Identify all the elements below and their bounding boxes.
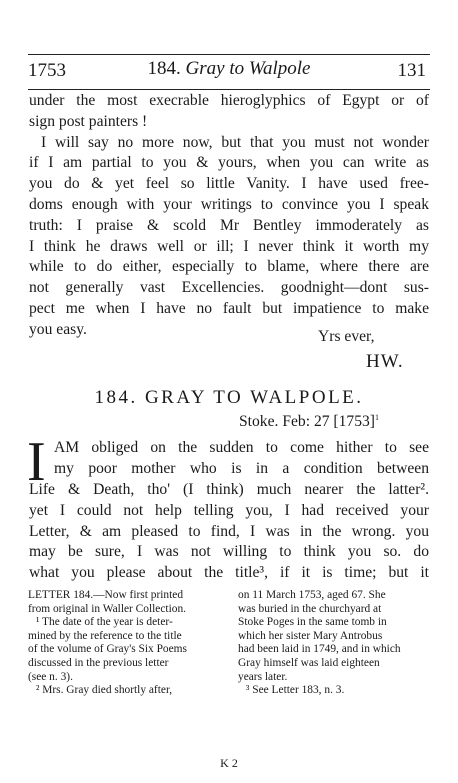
footnote-line: on 11 March 1753, aged 67. She: [238, 589, 386, 601]
text-line: if I am partial to you & yours, when you can write as: [29, 154, 429, 172]
header-year: 1753: [28, 60, 66, 81]
footnote-line: discussed in the previous letter: [28, 656, 169, 669]
text-line: I will say no more now, but that you must not wonder: [41, 133, 429, 151]
date-note-marker: 1: [375, 412, 380, 422]
letter-heading: 184. GRAY TO WALPOLE.: [94, 387, 364, 408]
header-letter-number: 184.: [147, 58, 181, 79]
text-line: doms enough with your writings to convince you I speak: [29, 195, 429, 213]
closing-initials: HW.: [366, 351, 404, 372]
footnote-line: (see n. 3).: [28, 670, 73, 683]
header-page-number: 131: [397, 60, 426, 81]
text-line: AM obliged on the sudden to come hither to see: [54, 439, 429, 456]
running-header: [28, 58, 430, 84]
letter-date: [239, 413, 379, 431]
closing-yrs-ever: Yrs ever,: [318, 328, 375, 345]
header-letter-title: Gray to Walpole: [185, 58, 311, 79]
continued-letter-text: [29, 91, 429, 341]
text-line: may be sure, I was not willing to think you so. do: [29, 543, 429, 561]
text-line: while to do either, especially to blame, where there are: [29, 258, 429, 276]
text-line: I think he draws well or ill; I never think it worth my: [29, 237, 429, 255]
text-line: under the most execrable hieroglyphics of Egypt or of: [29, 92, 429, 109]
letter-date-text: Stoke. Feb: 27 [1753]: [239, 413, 376, 430]
text-line: truth: I praise & scold Mr Bentley immoderately as: [29, 216, 429, 234]
footnote-line: had been laid in 1749, and in which: [238, 643, 401, 656]
text-line: you do & yet feel so little Vanity. I have used free-: [29, 175, 429, 193]
header-rule-top: [28, 54, 430, 55]
text-line: what you please about the title³, if it is time; but it: [29, 564, 429, 582]
footnote-line: LETTER 184.—Now first printed: [28, 589, 184, 601]
footnote-line: from original in Waller Collection.: [28, 602, 186, 615]
footnote-line: ² Mrs. Gray died shortly after,: [36, 684, 173, 697]
text-line: you easy.: [29, 320, 87, 338]
text-line: sign post painters !: [29, 112, 148, 130]
footnote-line: ³ See Letter 183, n. 3.: [246, 684, 345, 697]
letter-text-first: [54, 438, 429, 480]
drop-cap: I: [27, 431, 46, 493]
text-line: Letter, & am pleased to find, I was in the wrong. you: [29, 522, 429, 540]
letter-text: [29, 480, 429, 584]
footnote-line: Gray himself was laid eighteen: [238, 656, 380, 669]
header-title: [28, 58, 430, 80]
footnotes-right: [238, 589, 434, 698]
signature-mark: K 2: [220, 756, 238, 770]
footnote-line: mined by the reference to the title: [28, 629, 182, 642]
text-line: pect me when I have no fault but impatience to make: [29, 299, 429, 317]
text-line: my poor mother who is in a condition between: [54, 459, 429, 477]
footnote-line: ¹ The date of the year is deter-: [36, 616, 173, 629]
footnote-line: years later.: [238, 670, 288, 683]
footnote-line: which her sister Mary Antrobus: [238, 629, 383, 642]
text-line: yet I could not help telling you, I had received your: [29, 501, 429, 519]
footnote-line: was buried in the churchyard at: [238, 602, 382, 615]
footnotes-left: [28, 589, 228, 698]
footnote-line: of the volume of Gray's Six Poems: [28, 643, 187, 656]
text-line: Life & Death, tho' (I think) much nearer the latter².: [29, 481, 429, 498]
header-rule-bottom: [28, 89, 430, 90]
text-line: not generally vast Excellencies. goodnight—dont sus-: [29, 279, 429, 297]
footnote-line: Stoke Poges in the same tomb in: [238, 616, 387, 629]
